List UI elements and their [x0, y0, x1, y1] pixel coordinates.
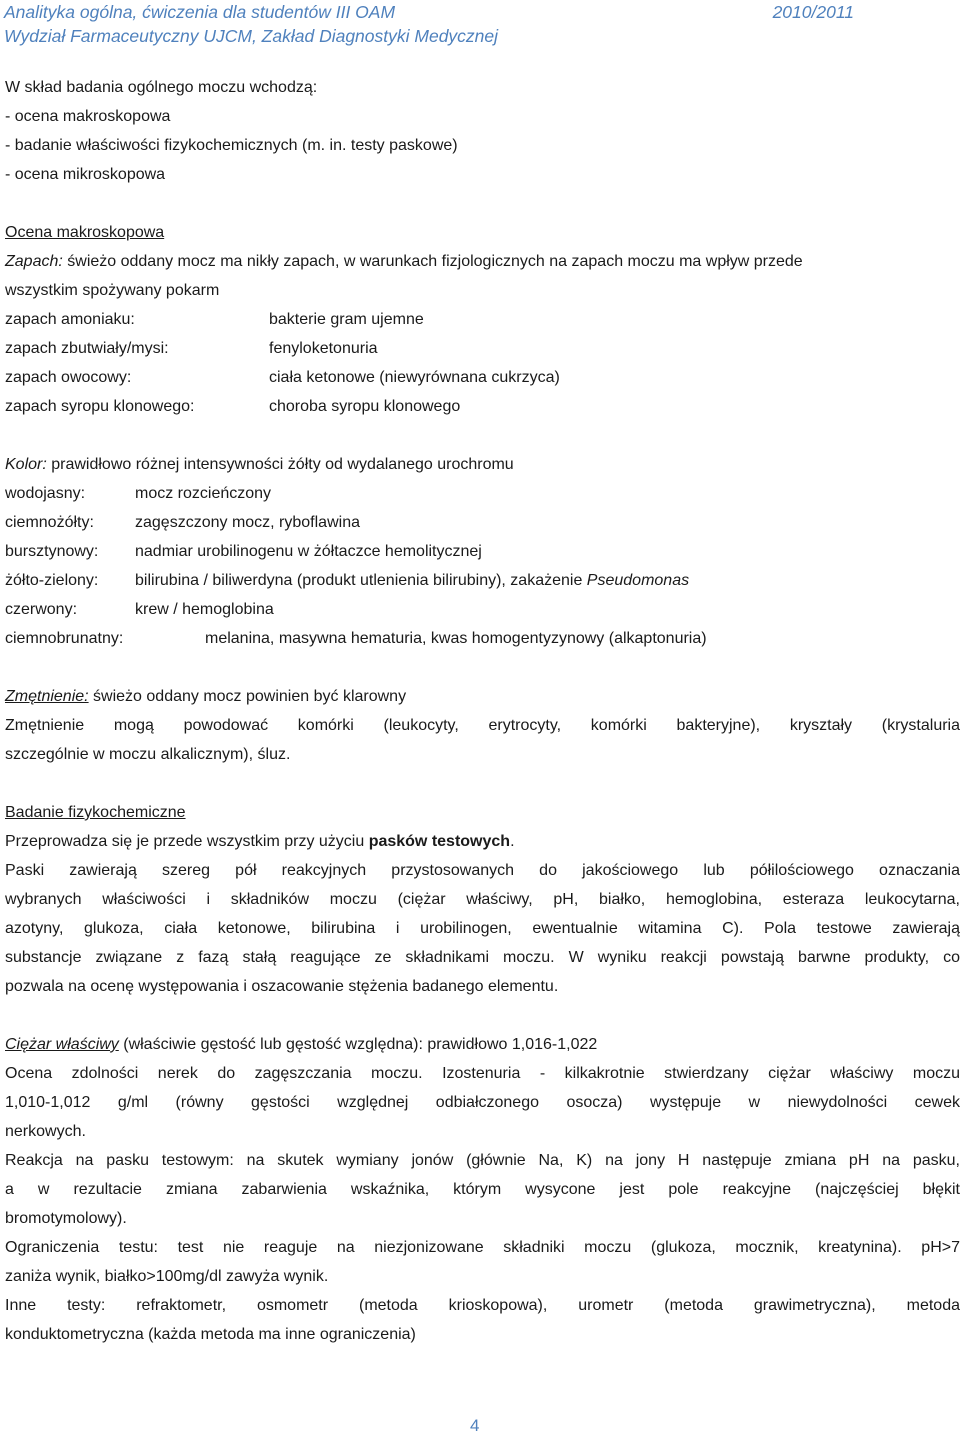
turbidity-label: Zmętnienie: — [5, 688, 89, 705]
color-key: ciemnobrunatny: — [5, 630, 124, 647]
color-row — [5, 479, 960, 508]
sg-line: Ocena zdolności nerek do zagęszczania moczu. Izostenuria - kilkakrotnie stwierdzany ciężar właściwy moczu — [5, 1065, 960, 1082]
color-key: żółto-zielony: — [5, 572, 99, 589]
color-text: prawidłowo różnej intensywności żółty od wydalanego urochromu — [46, 456, 514, 473]
intro-title: W skład badania ogólnego moczu wchodzą: — [5, 79, 318, 96]
smell-key: zapach syropu klonowego: — [5, 398, 195, 415]
specific-gravity-text: (właściwie gęstość lub gęstość względna): prawidłowo 1,016-1,022 — [118, 1036, 598, 1053]
physchem-intro-text: Przeprowadza się je przede wszystkim przy użyciu — [5, 833, 369, 850]
physchem-intro — [5, 827, 960, 856]
physchem-line: pozwala na ocenę występowania i oszacowanie stężenia badanego elementu. — [5, 978, 559, 995]
color-value: nadmiar urobilinogenu w żółtaczce hemolitycznej — [135, 543, 482, 560]
turbidity-line: Zmętnienie mogą powodować komórki (leukocyty, erytrocyty, komórki bakteryjne), kryształy (krystaluria — [5, 717, 960, 734]
header-course-title: Analityka ogólna, ćwiczenia dla studentów III OAM — [4, 2, 396, 22]
sg-line: Ograniczenia testu: test nie reaguje na niezjonizowane składniki moczu (glukoza, mocznik, kreatynina). pH>7 — [5, 1239, 960, 1256]
smell-value: ciała ketonowe (niewyrównana cukrzyca) — [269, 369, 560, 386]
physchem-line: Paski zawierają szereg pół reakcyjnych przystosowanych do jakościowego lub półilościowego oznaczania — [5, 862, 960, 879]
color-key: wodojasny: — [5, 485, 86, 502]
smell-text: świeżo oddany mocz ma nikły zapach, w warunkach fizjologicznych na zapach moczu ma wpływ przede — [62, 253, 803, 270]
smell-row — [5, 334, 960, 363]
smell-row — [5, 363, 960, 392]
specific-gravity-label: Ciężar właściwy — [5, 1036, 119, 1053]
color-value-text: bilirubina / biliwerdyna (produkt utlenienia bilirubiny), zakażenie — [135, 572, 587, 589]
color-row — [5, 537, 960, 566]
header-department: Wydział Farmaceutyczny UJCM, Zakład Diagnostyki Medycznej — [4, 26, 499, 46]
color-value-italic: Pseudomonas — [586, 572, 690, 589]
section-heading-macro: Ocena makroskopowa — [5, 224, 165, 241]
sg-line: bromotymolowy). — [5, 1210, 127, 1227]
smell-value: fenyloketonuria — [269, 340, 378, 357]
color-row — [5, 624, 960, 653]
color-paragraph — [5, 450, 960, 479]
sg-line: Inne testy: refraktometr, osmometr (metoda krioskopowa), urometr (metoda grawimetryczna), metoda — [5, 1297, 960, 1314]
color-value: zagęszczony mocz, ryboflawina — [135, 514, 360, 531]
color-value — [135, 566, 689, 595]
smell-key: zapach amoniaku: — [5, 311, 135, 328]
sg-line: a w rezultacie zmiana zabarwienia wskaźnika, którym wysycone jest pole reakcyjne (najczęściej błękit — [5, 1181, 960, 1198]
color-key: czerwony: — [5, 601, 78, 618]
section-heading-physchem: Badanie fizykochemiczne — [5, 804, 186, 821]
specific-gravity-heading — [5, 1030, 960, 1059]
color-key: ciemnożółty: — [5, 514, 94, 531]
smell-label: Zapach: — [5, 253, 63, 270]
color-value: krew / hemoglobina — [135, 601, 274, 618]
smell-row — [5, 392, 960, 421]
physchem-intro-end: . — [510, 833, 515, 850]
physchem-line: azotyny, glukoza, ciała ketonowe, bilirubina i urobilinogen, ewentualnie witamina C). Pola testowe zawierają — [5, 920, 960, 937]
color-value: mocz rozcieńczony — [135, 485, 272, 502]
color-value: melanina, masywna hematuria, kwas homogentyzynowy (alkaptonuria) — [205, 630, 707, 647]
list-item: - ocena mikroskopowa — [5, 166, 166, 183]
page-number: 4 — [470, 1416, 480, 1435]
list-item: - ocena makroskopowa — [5, 108, 171, 125]
turbidity-paragraph — [5, 682, 960, 711]
header-year: 2010/2011 — [772, 2, 854, 22]
turbidity-text: świeżo oddany mocz powinien być klarowny — [88, 688, 407, 705]
smell-value: bakterie gram ujemne — [269, 311, 424, 328]
physchem-intro-bold: pasków testowych — [368, 833, 511, 850]
sg-line: Reakcja na pasku testowym: na skutek wymiany jonów (głównie Na, K) na jony H następuje zmiana pH na pasku, — [5, 1152, 960, 1169]
sg-line: nerkowych. — [5, 1123, 86, 1140]
color-label: Kolor: — [5, 456, 47, 473]
color-row — [5, 566, 960, 595]
smell-key: zapach zbutwiały/mysi: — [5, 340, 169, 357]
list-item: - badanie właściwości fizykochemicznych (m. in. testy paskowe) — [5, 137, 458, 154]
smell-key: zapach owocowy: — [5, 369, 132, 386]
color-key: bursztynowy: — [5, 543, 99, 560]
sg-line: konduktometryczna (każda metoda ma inne ograniczenia) — [5, 1326, 416, 1343]
physchem-line: substancje związane z fazą stałą reagujące ze składnikami moczu. W wyniku reakcji powstają barwne produkty, co — [5, 949, 960, 966]
color-row — [5, 595, 960, 624]
page-header — [4, 0, 954, 48]
turbidity-line: szczególnie w moczu alkalicznym), śluz. — [5, 746, 291, 763]
smell-paragraph-cont: wszystkim spożywany pokarm — [5, 282, 220, 299]
color-row — [5, 508, 960, 537]
physchem-line: wybranych właściwości i składników moczu (ciężar właściwy, pH, białko, hemoglobina, esteraza leukocytarna, — [5, 891, 960, 908]
document-body — [5, 73, 960, 1349]
sg-line: 1,010-1,012 g/ml (równy gęstości względnej odbiałczonego osocza) występuje w niewydolności cewek — [5, 1094, 960, 1111]
smell-value: choroba syropu klonowego — [269, 398, 461, 415]
sg-line: zaniża wynik, białko>100mg/dl zawyża wynik. — [5, 1268, 329, 1285]
smell-row — [5, 305, 960, 334]
smell-paragraph — [5, 247, 960, 276]
